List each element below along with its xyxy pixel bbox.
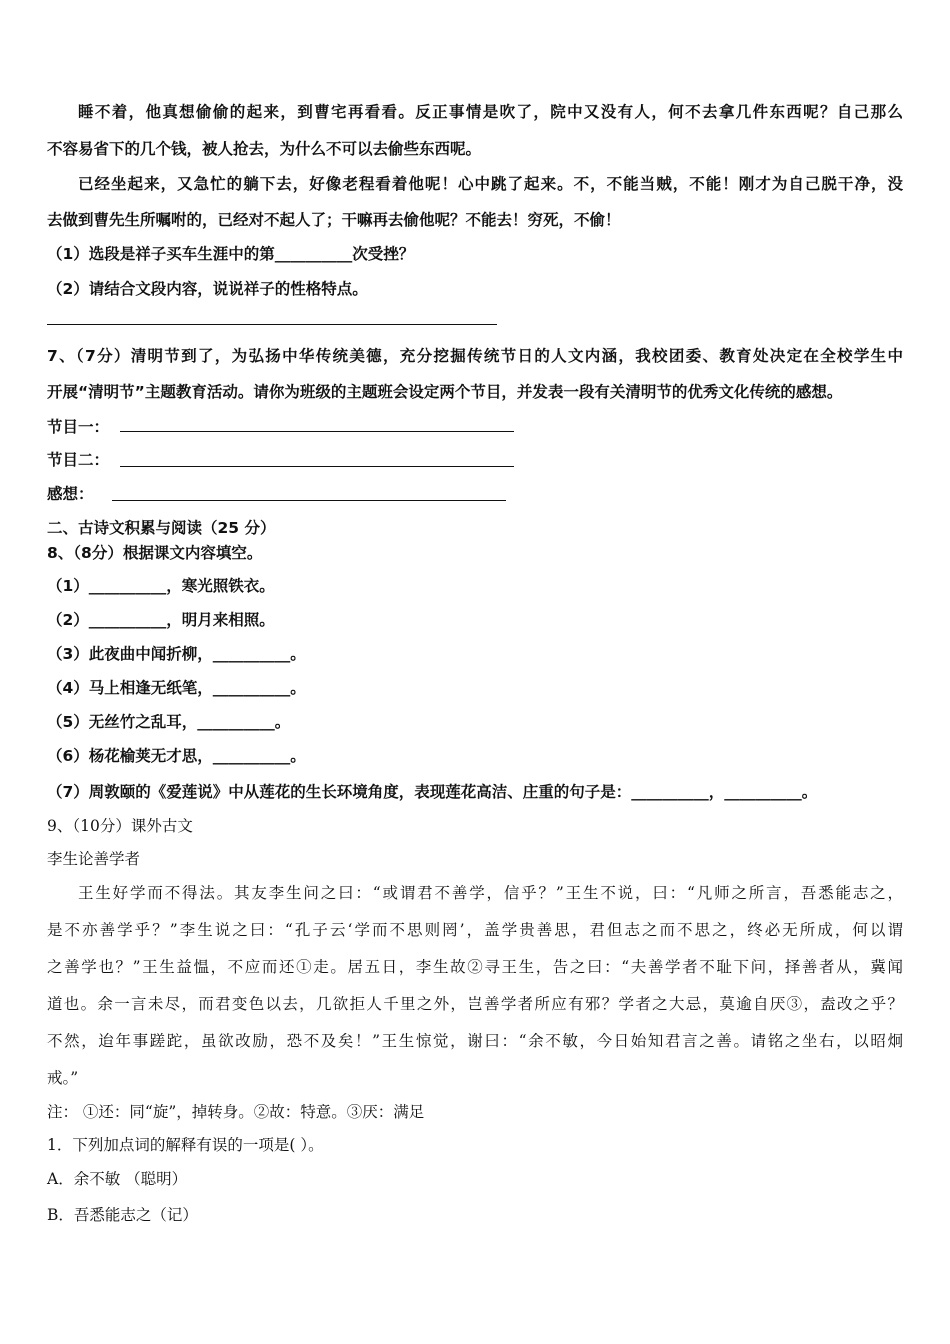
q9-title: 9、（10分）课外古文 (47, 817, 193, 835)
passage-line-1: 睡不着，他真想偷偷的起来，到曹宅再看看。反正事情是吹了，院中又没有人，何不去拿几件东西呢？自己那么 (78, 103, 903, 121)
q7-field-program-1-line (120, 431, 514, 432)
q8-item-2: （2）__________，明月来相照。 (47, 611, 275, 629)
q9-option-a: A．余不敏 （聪明） (47, 1170, 188, 1188)
q9-option-b: B．吾悉能志之（记） (47, 1206, 198, 1224)
q9-note: 注： ①还：同“旋”，掉转身。②故：特意。③厌：满足 (47, 1103, 425, 1121)
q7-line-1: 7、（7分）清明节到了，为弘扬中华传统美德，充分挖掘传统节日的人文内涵，我校团委、教育处决定在全校学生中 (47, 347, 903, 365)
q8-item-1: （1）__________，寒光照铁衣。 (47, 577, 275, 595)
q7-line-2: 开展“清明节”主题教育活动。请你为班级的主题班会设定两个节目，并发表一段有关清明节的优秀文化传统的感想。 (47, 383, 843, 401)
q9-passage-line-1: 王生好学而不得法。其友李生问之曰：“或谓君不善学，信乎？”王生不说，曰：“凡师之所言，吾悉能志之， (78, 884, 903, 902)
q6-sub1: （1）选段是祥子买车生涯中的第__________次受挫？ (47, 245, 415, 263)
passage-line-2: 不容易省下的几个钱，被人抢去，为什么不可以去偷些东西呢。 (47, 140, 482, 158)
q9-passage-line-4: 道也。余一言未尽，而君变色以去，几欲拒人千里之外，岂善学者所应有邪？学者之大忌，莫逾自厌③，盍改之乎？ (47, 995, 903, 1013)
q7-field-thoughts-label: 感想： (47, 485, 94, 503)
q6-answer-line (47, 324, 497, 325)
passage-line-3: 已经坐起来，又急忙的躺下去，好像老程看着他呢！心中跳了起来。不，不能当贼，不能！刚才为自己脱干净，没 (78, 175, 903, 193)
q8-item-7: （7）周敦颐的《爱莲说》中从莲花的生长环境角度，表现莲花高洁、庄重的句子是：__________，__________。 (47, 783, 818, 801)
passage-line-4: 去做到曹先生所嘱咐的，已经对不起人了；干嘛再去偷他呢？不能去！穷死，不偷！ (47, 211, 621, 229)
q9-passage-line-2: 是不亦善学乎？”李生说之曰：“孔子云‘学而不思则罔’，盖学贵善思，君但志之而不思之，终必无所成，何以谓 (47, 921, 903, 939)
q9-subtitle: 李生论善学者 (47, 850, 141, 868)
q9-passage-line-5: 不然，迨年事蹉跎，虽欲改励，恐不及矣！”王生惊觉，谢曰：“余不敏，今日始知君言之善。请铭之坐右，以昭炯 (47, 1032, 903, 1050)
q8-item-4: （4）马上相逢无纸笔，__________。 (47, 679, 306, 697)
q7-field-program-2-line (120, 466, 514, 467)
section2-title: 二、古诗文积累与阅读（25 分） (47, 519, 276, 537)
q6-sub2: （2）请结合文段内容，说说祥子的性格特点。 (47, 280, 368, 298)
q8-item-6: （6）杨花榆荚无才思，__________。 (47, 747, 306, 765)
q9-passage-line-3: 之善学也？”王生益愠，不应而还①走。居五日，李生故②寻王生，告之曰：“夫善学者不耻下问，择善者从，冀闻 (47, 958, 903, 976)
q8-item-3: （3）此夜曲中闻折柳，__________。 (47, 645, 306, 663)
q9-passage-line-6: 戒。” (47, 1069, 79, 1087)
q7-field-thoughts-line (112, 500, 506, 501)
q7-field-program-1-label: 节目一： (47, 418, 110, 436)
q8-title: 8、（8分）根据课文内容填空。 (47, 544, 263, 562)
q8-item-5: （5）无丝竹之乱耳，__________。 (47, 713, 291, 731)
q9-sub-question-1: 1．下列加点词的解释有误的一项是( ）。 (47, 1136, 324, 1154)
q7-field-program-2-label: 节目二： (47, 451, 110, 469)
